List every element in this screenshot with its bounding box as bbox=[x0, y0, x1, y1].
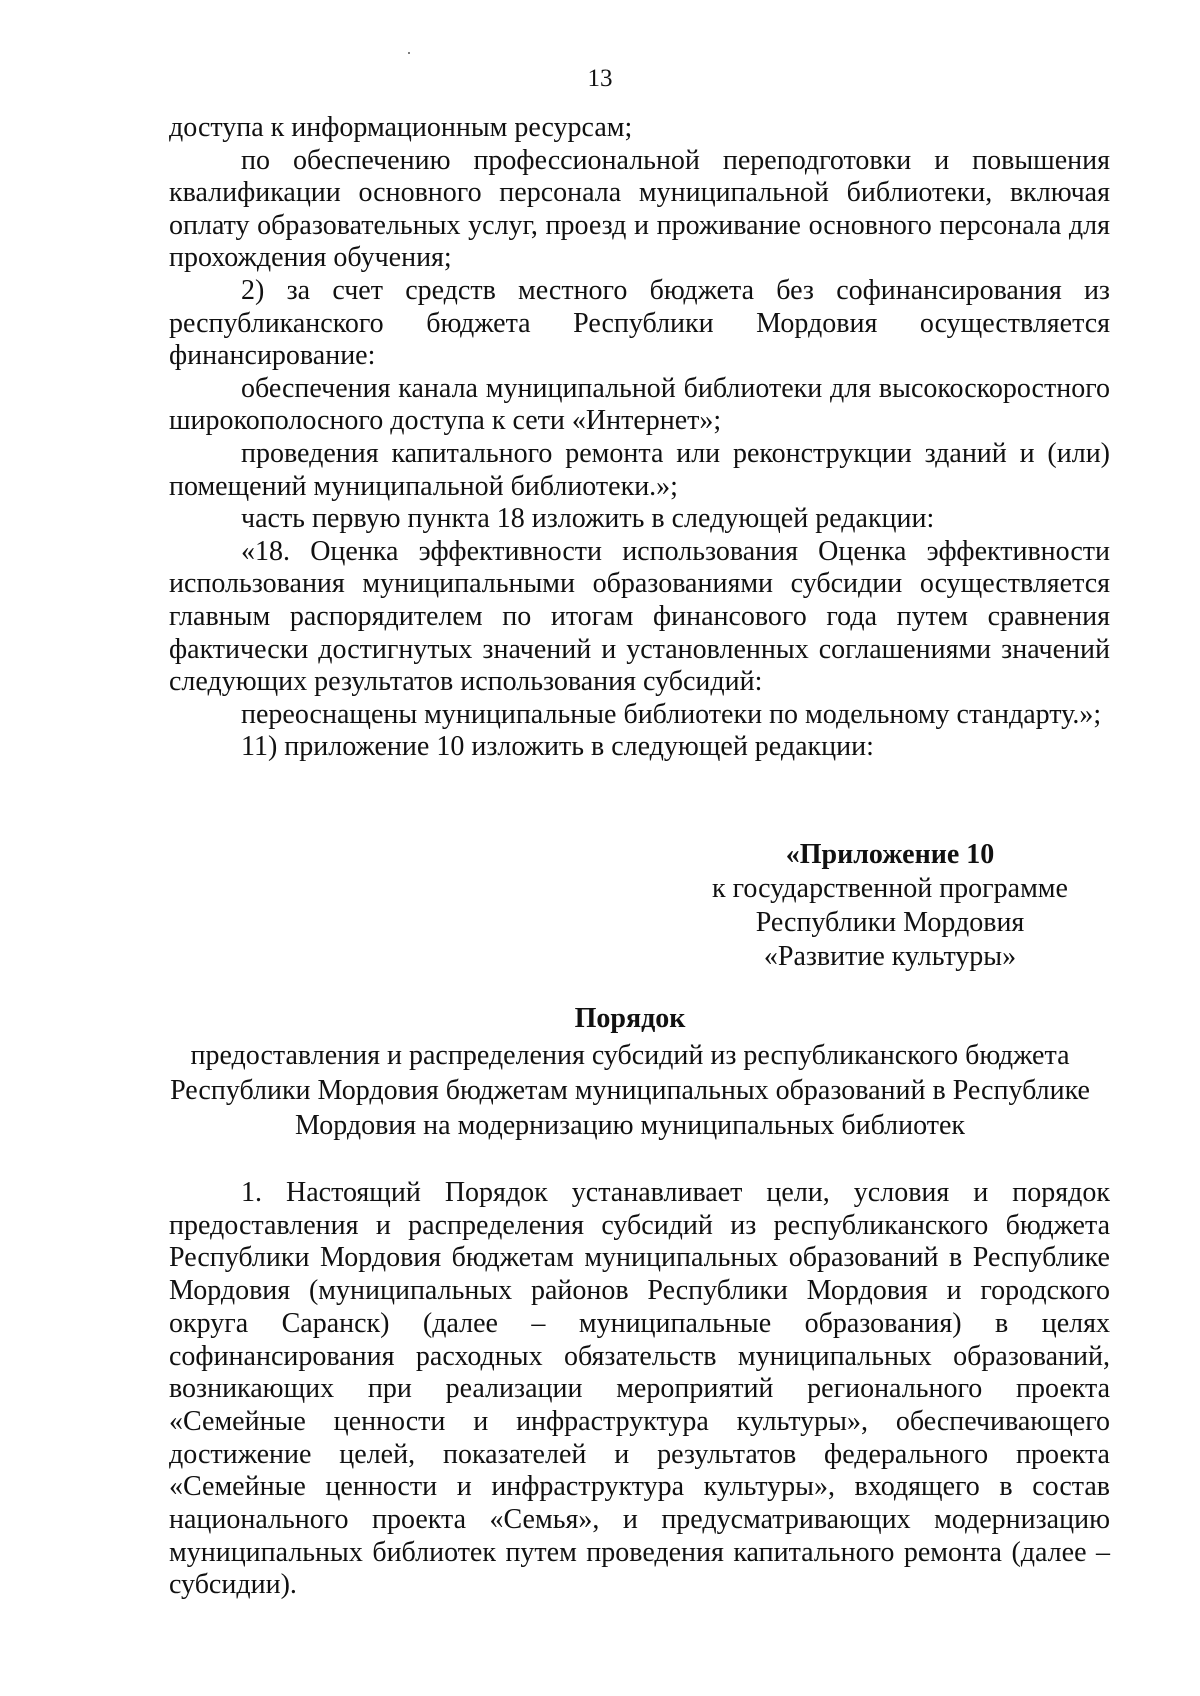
appendix-line: к государственной программе bbox=[712, 873, 1068, 904]
document-title-block bbox=[140, 1001, 1120, 1143]
paragraph: переоснащены муниципальные библиотеки по модельному стандарту.»; bbox=[241, 698, 1102, 730]
paragraph: «18. Оценка эффективности использования Оценка эффективности использования муниципальными образованиями субсидии осуществляется главным распорядителем по итогам финансового года путем сравнения фактически достигнутых значений и установленных соглашениями значений следующих результатов использования субсидий: bbox=[169, 535, 1110, 698]
paragraph: 2) за счет средств местного бюджета без софинансирования из республиканского бюджета Республики Мордовия осуществляется финансирование: bbox=[169, 274, 1110, 372]
body-text-block bbox=[169, 1177, 1110, 1602]
paragraph: часть первую пункта 18 изложить в следующей редакции: bbox=[241, 503, 935, 535]
page-number: 13 bbox=[587, 65, 613, 92]
title-line: Республики Мордовия бюджетам муниципальных образований в Республике bbox=[170, 1075, 1090, 1106]
title-line: предоставления и распределения субсидий из республиканского бюджета bbox=[190, 1040, 1070, 1071]
appendix-line: «Развитие культуры» bbox=[763, 941, 1017, 972]
scan-speck bbox=[408, 52, 410, 54]
title-line: Мордовия на модернизацию муниципальных библиотек bbox=[295, 1110, 965, 1141]
paragraph: по обеспечению профессиональной переподготовки и повышения квалификации основного персонала муниципальной библиотеки, включая оплату образовательных услуг, проезд и проживание основного персонала для прохождения обучения; bbox=[169, 144, 1110, 274]
appendix-reference bbox=[690, 838, 1090, 974]
appendix-line: Республики Мордовия bbox=[755, 907, 1025, 938]
paragraph: доступа к информационным ресурсам; bbox=[169, 112, 633, 143]
appendix-title: «Приложение 10 bbox=[785, 839, 995, 870]
paragraph: проведения капитального ремонта или реконструкции зданий и (или) помещений муниципальной библиотеки.»; bbox=[169, 437, 1110, 502]
paragraph: 11) приложение 10 изложить в следующей редакции: bbox=[241, 731, 874, 763]
document-heading: Порядок bbox=[574, 1003, 686, 1034]
paragraph: 1. Настоящий Порядок устанавливает цели, условия и порядок предоставления и распределения субсидий из республиканского бюджета Республики Мордовия бюджетам муниципальных образований в Республике Мордовия (муниципальных районов Республики Мордовия и городского округа Саранск) (далее – муниципальные образования) в целях софинансирования расходных обязательств муниципальных образований, возникающих при реализации мероприятий регионального проекта «Семейные ценности и инфраструктура культуры», обеспечивающего достижение целей, показателей и результатов федерального проекта «Семейные ценности и инфраструктура культуры», входящего в состав национального проекта «Семья», и предусматривающих модернизацию муниципальных библиотек путем проведения капитального ремонта (далее – субсидии). bbox=[169, 1177, 1110, 1601]
top-text-block bbox=[169, 112, 1110, 764]
paragraph: обеспечения канала муниципальной библиотеки для высокоскоростного широкополосного доступа к сети «Интернет»; bbox=[169, 372, 1110, 437]
